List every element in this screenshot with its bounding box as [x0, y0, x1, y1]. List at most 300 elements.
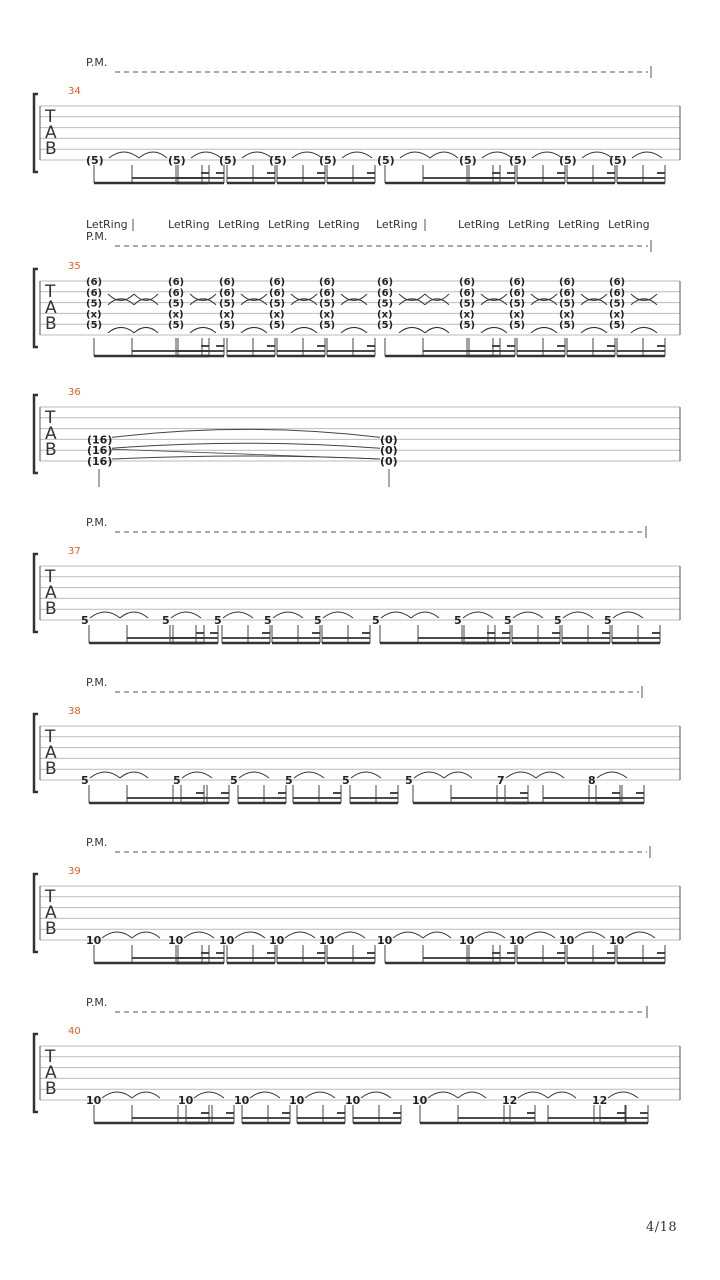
tie-arc — [171, 612, 201, 618]
tie-arc — [273, 612, 303, 618]
tie-arc — [425, 294, 449, 300]
fret-number: 5 — [372, 614, 380, 627]
chord-fret: (5) — [168, 298, 185, 310]
let-ring-label: LetRing — [218, 218, 260, 231]
tie-arc — [513, 612, 543, 618]
tie-arc — [563, 612, 593, 618]
tie-arc — [458, 1092, 486, 1098]
tie-arc — [242, 152, 272, 158]
tie-arc — [631, 294, 657, 300]
note-group — [454, 612, 510, 643]
system-measure-39 — [34, 836, 680, 963]
chord-fret: (x) — [219, 309, 235, 321]
system-measure-35 — [34, 218, 680, 356]
note-group — [173, 772, 229, 803]
tie-arc — [294, 772, 324, 778]
tie-arc — [625, 932, 655, 938]
note-group — [319, 152, 375, 183]
tab-clef-letter: T — [45, 107, 56, 127]
fret-number: 5 — [214, 614, 222, 627]
chord-fret: (6) — [86, 287, 103, 299]
fret-number: 10 — [319, 934, 335, 947]
note-group — [162, 612, 218, 643]
chord-fret: (x) — [459, 309, 475, 321]
tie-arc — [411, 612, 439, 618]
system-measure-36 — [34, 387, 680, 487]
tie-arc — [351, 772, 381, 778]
note-group — [319, 932, 375, 963]
fret-number: (5) — [168, 154, 186, 167]
fret-number: 5 — [342, 774, 350, 787]
note-group — [285, 772, 341, 803]
tie-arc — [444, 772, 472, 778]
tie-arc — [548, 1092, 576, 1098]
fret-number: 5 — [285, 774, 293, 787]
note-group — [234, 1092, 290, 1123]
tie-arc — [132, 932, 160, 938]
tie-arc — [575, 932, 605, 938]
chord-fret: (5) — [319, 320, 336, 332]
tie-arc — [532, 152, 562, 158]
note-group — [459, 932, 515, 963]
note-group — [264, 612, 320, 643]
chord-fret: (x) — [269, 309, 285, 321]
tie-arc — [481, 299, 507, 305]
chord-fret: (6) — [459, 277, 476, 288]
chord-fret: (6) — [459, 287, 476, 299]
chord-fret: (6) — [509, 287, 526, 299]
tab-clef-letter: A — [45, 903, 57, 923]
fret-number: 10 — [345, 1094, 361, 1107]
let-ring-label: LetRing — [458, 218, 500, 231]
tie-arc — [613, 612, 643, 618]
note-group — [504, 612, 560, 643]
tie-arc — [430, 152, 458, 158]
fret-number: 10 — [412, 1094, 428, 1107]
let-ring-label: LetRing — [318, 218, 360, 231]
tab-clef-letter: A — [45, 123, 57, 143]
chord-fret: (5) — [459, 320, 476, 332]
note-group — [168, 152, 224, 183]
tab-clef-letter: A — [45, 424, 57, 444]
tie-arc — [463, 612, 493, 618]
fret-number: 10 — [86, 1094, 102, 1107]
tie-arc — [423, 932, 451, 938]
tie-arc — [292, 152, 322, 158]
tab-clef-letter: T — [45, 727, 56, 747]
chord-fret: (6) — [559, 277, 576, 288]
tie-arc — [481, 327, 507, 332]
tie-arc — [134, 327, 158, 332]
fret-number: (5) — [86, 154, 104, 167]
chord-fret: (5) — [609, 320, 626, 332]
tab-clef-letter: T — [45, 1047, 56, 1067]
note-group — [609, 277, 665, 356]
fret-number: 5 — [230, 774, 238, 787]
fret-number: 10 — [269, 934, 285, 947]
tie-arc — [399, 294, 425, 300]
fret-number: 10 — [559, 934, 575, 947]
fret-number: 12 — [592, 1094, 608, 1107]
tie-arc — [241, 299, 267, 305]
tie-arc — [400, 152, 430, 158]
tab-clef-letter: A — [45, 1063, 57, 1083]
tie-arc — [235, 932, 265, 938]
fret-number: 10 — [168, 934, 184, 947]
slide-tie — [112, 443, 380, 448]
tie-arc — [531, 327, 557, 332]
note-group — [559, 152, 615, 183]
note-group — [86, 277, 209, 356]
system-bracket — [34, 94, 38, 172]
tie-arc — [381, 612, 411, 618]
tie-arc — [475, 932, 505, 938]
chord-fret: (5) — [219, 320, 236, 332]
chord-fret: (6) — [219, 287, 236, 299]
note-group — [592, 1092, 648, 1123]
chord-fret: (5) — [269, 298, 286, 310]
chord-fret: (6) — [559, 287, 576, 299]
tie-arc — [134, 294, 158, 300]
fret-number: 5 — [81, 774, 89, 787]
page-number: 4/18 — [646, 1220, 678, 1235]
tie-arc — [191, 152, 221, 158]
chord-fret: (5) — [559, 320, 576, 332]
chord-fret: (5) — [559, 298, 576, 310]
chord-fret: (x) — [609, 309, 625, 321]
note-group — [269, 932, 325, 963]
palm-mute-label: P.M. — [86, 56, 108, 69]
tab-clef-letter: B — [45, 759, 57, 779]
tie-arc — [597, 772, 627, 778]
tab-clef-letter: B — [45, 139, 57, 159]
fret-number: 10 — [609, 934, 625, 947]
tie-arc — [305, 1092, 335, 1098]
tab-clef-letter: T — [45, 567, 56, 587]
slide-tie — [112, 429, 380, 437]
tab-clef-letter: B — [45, 1079, 57, 1099]
chord-fret: (5) — [459, 298, 476, 310]
chord-fret: (6) — [168, 277, 185, 288]
tie-arc — [525, 932, 555, 938]
fret-number: 10 — [86, 934, 102, 947]
note-group — [289, 1092, 345, 1123]
chord-fret: (6) — [609, 277, 626, 288]
tie-arc — [323, 612, 353, 618]
fret-number: (5) — [269, 154, 287, 167]
system-bracket — [34, 1034, 38, 1112]
fret-number: (5) — [219, 154, 237, 167]
measure-number: 34 — [68, 86, 81, 97]
tie-arc — [134, 299, 158, 305]
tie-arc — [120, 612, 148, 618]
tie-arc — [608, 1092, 638, 1098]
note-group — [269, 277, 325, 356]
tie-arc — [184, 932, 214, 938]
tie-arc — [341, 299, 367, 305]
tie-arc — [581, 294, 607, 300]
fret-number: (5) — [559, 154, 577, 167]
note-group — [509, 277, 565, 356]
chord-fret: (5) — [86, 298, 103, 310]
tie-arc — [90, 772, 120, 778]
note-group — [405, 772, 528, 803]
palm-mute-label: P.M. — [86, 836, 108, 849]
note-group — [459, 152, 515, 183]
fret-number: 5 — [454, 614, 462, 627]
tie-arc — [223, 612, 253, 618]
fret-number: (5) — [377, 154, 395, 167]
tab-clef-letter: A — [45, 583, 57, 603]
tie-arc — [581, 327, 607, 332]
chord-fret: (x) — [509, 309, 525, 321]
chord-fret: (5) — [377, 320, 394, 332]
tie-arc — [341, 294, 367, 300]
tie-arc — [102, 932, 132, 938]
tie-arc — [581, 299, 607, 305]
note-group — [509, 152, 565, 183]
chord-fret: (5) — [219, 298, 236, 310]
tie-arc — [506, 772, 536, 778]
measure-number: 36 — [68, 387, 81, 398]
tie-arc — [239, 772, 269, 778]
chord-fret: (5) — [86, 320, 103, 332]
tie-arc — [582, 152, 612, 158]
tie-arc — [120, 772, 148, 778]
tie-arc — [335, 932, 365, 938]
tab-clef-letter: B — [45, 440, 57, 460]
tie-arc — [109, 152, 139, 158]
tie-arc — [342, 152, 372, 158]
fret-number: (0) — [380, 455, 398, 468]
let-ring-label: LetRing — [86, 218, 128, 231]
fret-number: 5 — [173, 774, 181, 787]
chord-fret: (6) — [377, 277, 394, 288]
tie-arc — [531, 299, 557, 305]
tie-arc — [108, 327, 134, 332]
fret-number: (5) — [459, 154, 477, 167]
tab-clef-letter: B — [45, 314, 57, 334]
tie-arc — [631, 299, 657, 305]
let-ring-label: LetRing — [376, 218, 418, 231]
note-group — [230, 772, 286, 803]
tie-arc — [518, 1092, 548, 1098]
note-group — [459, 277, 515, 356]
tie-arc — [241, 327, 267, 332]
tab-clef-letter: T — [45, 408, 56, 428]
tie-arc — [182, 772, 212, 778]
chord-fret: (5) — [609, 298, 626, 310]
fret-number: 10 — [377, 934, 393, 947]
chord-fret: (5) — [269, 320, 286, 332]
tie-arc — [132, 1092, 160, 1098]
fret-number: 5 — [81, 614, 89, 627]
note-group — [168, 932, 224, 963]
fret-number: (5) — [609, 154, 627, 167]
tie-arc — [632, 152, 662, 158]
note-group — [609, 152, 665, 183]
tie-arc — [341, 327, 367, 332]
let-ring-label: LetRing — [168, 218, 210, 231]
chord-fret: (6) — [269, 287, 286, 299]
note-group — [604, 612, 660, 643]
fret-number: 5 — [264, 614, 272, 627]
let-ring-label: LetRing — [268, 218, 310, 231]
fret-number: 5 — [554, 614, 562, 627]
fret-number: 10 — [234, 1094, 250, 1107]
tie-arc — [361, 1092, 391, 1098]
fret-number: 10 — [459, 934, 475, 947]
note-group — [214, 612, 270, 643]
tie-arc — [481, 294, 507, 300]
chord-fret: (6) — [319, 287, 336, 299]
tab-clef-letter: T — [45, 887, 56, 907]
fret-number: (5) — [319, 154, 337, 167]
tie-arc — [190, 294, 216, 300]
note-group — [219, 152, 275, 183]
note-group — [588, 772, 644, 803]
fret-number: (16) — [87, 433, 113, 447]
tie-arc — [102, 1092, 132, 1098]
note-group — [559, 277, 615, 356]
palm-mute-label: P.M. — [86, 516, 108, 529]
chord-fret: (5) — [509, 298, 526, 310]
tie-arc — [482, 152, 512, 158]
let-ring-label: LetRing — [608, 218, 650, 231]
system-measure-37 — [34, 516, 680, 643]
note-group — [509, 932, 565, 963]
note-group — [342, 772, 398, 803]
measure-number: 38 — [68, 706, 81, 717]
tie-arc — [414, 772, 444, 778]
fret-number: 10 — [219, 934, 235, 947]
chord-fret: (6) — [509, 277, 526, 288]
fret-number: 5 — [162, 614, 170, 627]
note-group — [219, 277, 275, 356]
chord-fret: (6) — [319, 277, 336, 288]
note-group — [178, 1092, 234, 1123]
chord-fret: (6) — [168, 287, 185, 299]
fret-number: (0) — [380, 433, 398, 447]
chord-fret: (x) — [168, 309, 184, 321]
tie-arc — [631, 327, 657, 332]
fret-number: (0) — [380, 444, 398, 458]
fret-number: 12 — [502, 1094, 518, 1107]
fret-number: 5 — [504, 614, 512, 627]
fret-number: 8 — [588, 774, 596, 787]
note-group — [609, 932, 665, 963]
palm-mute-label: P.M. — [86, 676, 108, 689]
fret-number: (5) — [509, 154, 527, 167]
note-group — [377, 277, 500, 356]
tab-clef-letter: T — [45, 282, 56, 302]
system-bracket — [34, 874, 38, 952]
system-bracket — [34, 714, 38, 792]
chord-fret: (x) — [559, 309, 575, 321]
chord-fret: (5) — [319, 298, 336, 310]
palm-mute-label: P.M. — [86, 996, 108, 1009]
system-measure-34 — [34, 56, 680, 183]
tie-arc — [393, 932, 423, 938]
note-group — [554, 612, 610, 643]
chord-fret: (x) — [86, 309, 102, 321]
tie-arc — [250, 1092, 280, 1098]
measure-number: 40 — [68, 1026, 81, 1037]
system-measure-38 — [34, 676, 680, 803]
chord-fret: (6) — [219, 277, 236, 288]
chord-fret: (5) — [168, 320, 185, 332]
measure-number: 35 — [68, 261, 81, 272]
tie-arc — [90, 612, 120, 618]
chord-fret: (5) — [377, 298, 394, 310]
chord-fret: (6) — [86, 277, 103, 288]
tie-arc — [194, 1092, 224, 1098]
note-group — [314, 612, 370, 643]
tie-arc — [291, 327, 317, 332]
system-bracket — [34, 554, 38, 632]
chord-fret: (6) — [269, 277, 286, 288]
note-group — [559, 932, 615, 963]
chord-fret: (5) — [509, 320, 526, 332]
tie-arc — [139, 152, 167, 158]
let-ring-label: LetRing — [508, 218, 550, 231]
tab-clef-letter: A — [45, 743, 57, 763]
tie-arc — [291, 299, 317, 305]
tie-arc — [108, 299, 134, 305]
tie-arc — [428, 1092, 458, 1098]
tie-arc — [241, 294, 267, 300]
system-measure-40 — [34, 996, 680, 1123]
tie-arc — [425, 299, 449, 305]
system-bracket — [34, 269, 38, 347]
tie-arc — [425, 327, 449, 332]
let-ring-label: LetRing — [558, 218, 600, 231]
note-group — [269, 152, 325, 183]
fret-number: 10 — [509, 934, 525, 947]
tie-arc — [536, 772, 564, 778]
chord-fret: (x) — [377, 309, 393, 321]
tie-arc — [531, 294, 557, 300]
tie-arc — [190, 299, 216, 305]
tie-arc — [108, 294, 134, 300]
tab-clef-letter: B — [45, 599, 57, 619]
fret-number: (16) — [87, 455, 113, 468]
fret-number: 5 — [604, 614, 612, 627]
tie-arc — [190, 327, 216, 332]
note-group — [345, 1092, 401, 1123]
tie-arc — [399, 299, 425, 305]
system-bracket — [34, 395, 38, 473]
chord-fret: (6) — [377, 287, 394, 299]
chord-fret: (6) — [609, 287, 626, 299]
fret-number: 7 — [497, 774, 505, 787]
fret-number: 10 — [178, 1094, 194, 1107]
tie-arc — [285, 932, 315, 938]
note-group — [168, 277, 224, 356]
fret-number: (16) — [87, 444, 113, 458]
note-group — [219, 932, 275, 963]
measure-number: 39 — [68, 866, 81, 877]
tab-clef-letter: A — [45, 298, 57, 318]
tie-arc — [291, 294, 317, 300]
tie-arc — [399, 327, 425, 332]
chord-fret: (x) — [319, 309, 335, 321]
fret-number: 5 — [405, 774, 413, 787]
fret-number: 10 — [289, 1094, 305, 1107]
tab-clef-letter: B — [45, 919, 57, 939]
note-group — [319, 277, 375, 356]
palm-mute-label: P.M. — [86, 230, 108, 243]
